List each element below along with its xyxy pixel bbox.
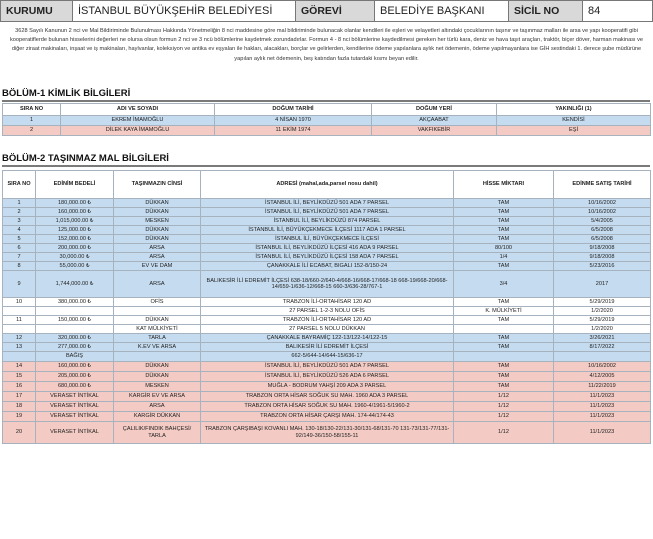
- cell-sira: 15: [3, 372, 36, 382]
- cell-adres: 27 PARSEL 1-2-3 NOLU OFİS: [201, 307, 454, 316]
- cell-cins: MESKEN: [114, 382, 201, 392]
- col-tasinmaz-cinsi: TAŞINMAZIN CİNSİ: [114, 171, 201, 199]
- cell-adres: İSTANBUL İLİ, BEYLİKDÜZÜ 874 PARSEL: [201, 217, 454, 226]
- kurumu-value: İSTANBUL BÜYÜKŞEHİR BELEDİYESİ: [72, 0, 295, 22]
- cell-hisse: TAM: [454, 262, 554, 271]
- cell-bedel: 55,000.00 ₺: [36, 262, 114, 271]
- section2-title: BÖLÜM-2 TAŞINMAZ MAL BİLGİLERİ: [2, 153, 169, 164]
- cell-hisse: TAM: [454, 372, 554, 382]
- cell-bedel: VERASET İNTİKAL: [36, 402, 114, 412]
- real-estate-row: [3, 271, 651, 298]
- cell-bedel: 125,000.00 ₺: [36, 226, 114, 235]
- cell-sira: 3: [3, 217, 36, 226]
- cell-tarih: 10/16/2002: [554, 208, 651, 217]
- cell-cins: [114, 307, 201, 316]
- real-estate-row: [3, 217, 651, 226]
- cell-bedel: 30,000.00 ₺: [36, 253, 114, 262]
- cell-sira: 9: [3, 271, 36, 298]
- cell-adres: ÇANAKKALE BAYRAMİÇ 122-13/122-14/122-15: [201, 334, 454, 343]
- cell-tarih: 6/5/2008: [554, 235, 651, 244]
- cell-cins: DÜKKAN: [114, 235, 201, 244]
- cell-tarih: 10/16/2002: [554, 362, 651, 372]
- cell-adres: 27 PARSEL 5 NOLU DÜKKAN: [201, 325, 454, 334]
- col-edinme-satis-tarihi: EDİNME SATIŞ TARİHİ: [554, 171, 651, 199]
- cell-hisse: [454, 352, 554, 362]
- cell-hisse: TAM: [454, 208, 554, 217]
- cell-hisse: TAM: [454, 316, 554, 325]
- cell-ad: DİLEK KAYA İMAMOĞLU: [61, 126, 215, 136]
- header-bar: [0, 0, 653, 22]
- cell-sira: [3, 325, 36, 334]
- cell-cins: DÜKKAN: [114, 316, 201, 325]
- identity-header-row: [3, 104, 651, 116]
- cell-hisse: 80/100: [454, 244, 554, 253]
- cell-adres: BALIKESİR İLİ EDREMİT İLÇESİ: [201, 343, 454, 352]
- cell-tarih: [554, 352, 651, 362]
- cell-bedel: 277,000.00 ₺: [36, 343, 114, 352]
- cell-cins: DÜKKAN: [114, 226, 201, 235]
- cell-tarih: 11/1/2023: [554, 422, 651, 444]
- cell-adres: TRABZON İLİ-ORTAHİSAR 120 AD: [201, 316, 454, 325]
- cell-cins: ARSA: [114, 402, 201, 412]
- cell-cins: DÜKKAN: [114, 362, 201, 372]
- cell-bedel: 1,015,000.00 ₺: [36, 217, 114, 226]
- real-estate-row: [3, 298, 651, 307]
- cell-sira: 11: [3, 316, 36, 325]
- cell-bedel: 320,000.00 ₺: [36, 334, 114, 343]
- cell-sira: 6: [3, 244, 36, 253]
- col-edinim-bedeli: EDİNİM BEDELİ: [36, 171, 114, 199]
- cell-adres: TRABZON ORTA HİSAR SOĞUK SU MAH. 1960-4/1961-5/1960-2: [201, 402, 454, 412]
- cell-hisse: TAM: [454, 235, 554, 244]
- real-estate-row: [3, 253, 651, 262]
- cell-bedel: VERASET İNTİKAL: [36, 392, 114, 402]
- cell-yakinlik: EŞİ: [497, 126, 651, 136]
- cell-adres: İSTANBUL İLİ, BÜYÜKÇEKMECE İLÇESİ 1117 ADA 1 PARSEL: [201, 226, 454, 235]
- real-estate-row: [3, 316, 651, 325]
- cell-bedel: [36, 307, 114, 316]
- cell-adres: 662-5/644-14/644-15/636-17: [201, 352, 454, 362]
- sicil-value: 84: [582, 0, 653, 22]
- section1-divider: [2, 100, 650, 102]
- cell-hisse: 3/4: [454, 271, 554, 298]
- real-estate-row: [3, 402, 651, 412]
- col-sira-no: SIRA NO: [3, 104, 61, 116]
- cell-sira: 8: [3, 262, 36, 271]
- cell-sira: 12: [3, 334, 36, 343]
- cell-cins: MESKEN: [114, 217, 201, 226]
- cell-bedel: 380,000.00 ₺: [36, 298, 114, 307]
- real-estate-row: [3, 325, 651, 334]
- cell-sira: [3, 352, 36, 362]
- cell-hisse: TAM: [454, 298, 554, 307]
- cell-cins: DÜKKAN: [114, 208, 201, 217]
- cell-adres: İSTANBUL İLİ, BEYLİKDÜZÜ 501 ADA 7 PARSEL: [201, 362, 454, 372]
- cell-tarih: 11/1/2023: [554, 412, 651, 422]
- cell-dogum-tarihi: 4 NİSAN 1970: [215, 116, 372, 126]
- cell-bedel: 680,000.00 ₺: [36, 382, 114, 392]
- cell-hisse: TAM: [454, 362, 554, 372]
- intro-paragraph: 3628 Sayılı Kanunun 2 nci ve Mal Bildiriminde Bulunulması Hakkında Yönetmeliğin 8 nci maddesine göre mal bildiriminde bulunacak olanlar kendileri ile eşleri ve velayetleri altındaki çocuklarının taşınır ve taşınmaz malları ile arsa ve yapı kooperatifi gibi kooperatiflerde bulunan hisselerini değerleri ne olursa olsun formun 2 nci ve 3 ncü bölümlerine kaydetmek zorundadırlar. Formun 4 - 8 nci bölümlerine kaydedilmesi gereken her türlü kara, deniz ve hava taşıt araçları, traktör, biçer döver, harman makinası ve diğer ziraat makinaları, inşaat ve iş makinaları, haylvanlar, koleksiyon ve antika ev eşyaları ile hakları, alacakları, borçlar ve gelirlerden, kendilerine ödeme yapılanlara aylık net ödemenin, ödeme yapılmayanlara ise GİH sestindaki 1. derece şube müdürüne yapılan aylık net ödemenin, beş katından fazla tutardaki kısmı beyan edilir.: [9, 28, 644, 62]
- cell-bedel: BAĞIŞ: [36, 352, 114, 362]
- identity-row: [3, 126, 651, 136]
- cell-dogum-tarihi: 11 EKİM 1974: [215, 126, 372, 136]
- identity-row: [3, 116, 651, 126]
- cell-sira: 2: [3, 208, 36, 217]
- cell-tarih: 1/2/2020: [554, 307, 651, 316]
- real-estate-row: [3, 422, 651, 444]
- cell-bedel: 160,000.00 ₺: [36, 362, 114, 372]
- real-estate-row: [3, 208, 651, 217]
- real-estate-header-row: [3, 171, 651, 199]
- cell-cins: DÜKKAN: [114, 372, 201, 382]
- real-estate-row: [3, 226, 651, 235]
- cell-sira: 1: [3, 199, 36, 208]
- cell-sira: 13: [3, 343, 36, 352]
- cell-cins: K.EV VE ARSA: [114, 343, 201, 352]
- cell-bedel: VERASET İNTİKAL: [36, 422, 114, 444]
- cell-tarih: 11/1/2023: [554, 402, 651, 412]
- cell-tarih: 11/1/2023: [554, 392, 651, 402]
- cell-tarih: 5/23/2016: [554, 262, 651, 271]
- cell-tarih: 1/2/2020: [554, 325, 651, 334]
- cell-dogum-yeri: AKÇAABAT: [372, 116, 497, 126]
- cell-ad: EKREM İMAMOĞLU: [61, 116, 215, 126]
- real-estate-row: [3, 392, 651, 402]
- cell-adres: İSTANBUL İLİ, BEYLİKDÜZÜ 501 ADA 7 PARSEL: [201, 199, 454, 208]
- cell-adres: MUĞLA - BODRUM YAHŞİ 209 ADA 3 PARSEL: [201, 382, 454, 392]
- cell-dogum-yeri: VAKFIKEBİR: [372, 126, 497, 136]
- cell-bedel: 200,000.00 ₺: [36, 244, 114, 253]
- real-estate-row: [3, 372, 651, 382]
- cell-hisse: TAM: [454, 199, 554, 208]
- cell-bedel: 152,000.00 ₺: [36, 235, 114, 244]
- col-yakinligi: YAKINLIĞI (1): [497, 104, 651, 116]
- cell-adres: İSTANBUL İLİ, BÜYÜKÇEKMECE İLÇESİ: [201, 235, 454, 244]
- cell-adres: BALIKESİR İLİ EDREMİT İLÇESİ 638-18/660-2/640-4/668-16/668-17/668-18 668-19/668-20/668-14/659-1/636-12/668-15 660-3/636-28/767-1: [201, 271, 454, 298]
- cell-sira: 10: [3, 298, 36, 307]
- section2-divider: [2, 165, 650, 167]
- cell-sira: 2: [3, 126, 61, 136]
- cell-sira: 20: [3, 422, 36, 444]
- cell-sira: 5: [3, 235, 36, 244]
- cell-hisse: 1/12: [454, 412, 554, 422]
- cell-adres: İSTANBUL İLİ, BEYLİKDÜZÜ İLÇESİ 158 ADA 7 PARSEL: [201, 253, 454, 262]
- cell-hisse: TAM: [454, 217, 554, 226]
- real-estate-row: [3, 235, 651, 244]
- real-estate-row: [3, 352, 651, 362]
- cell-adres: TRABZON ORTA HİSAR SOĞUK SU MAH. 1960 ADA 3 PARSEL: [201, 392, 454, 402]
- cell-tarih: 5/29/2019: [554, 316, 651, 325]
- real-estate-row: [3, 412, 651, 422]
- cell-bedel: 180,000.00 ₺: [36, 199, 114, 208]
- cell-tarih: 10/16/2002: [554, 199, 651, 208]
- cell-cins: KARGİR EV VE ARSA: [114, 392, 201, 402]
- cell-bedel: VERASET İNTİKAL: [36, 412, 114, 422]
- gorevi-value: BELEDİYE BAŞKANI: [374, 0, 508, 22]
- cell-tarih: 8/17/2022: [554, 343, 651, 352]
- cell-bedel: 205,000.00 ₺: [36, 372, 114, 382]
- cell-adres: TRABZON ÇARŞIBAŞI KOVANLI MAH. 130-18/130-22/131-30/131-68/131-70 131-73/131-77/131-92/149-36/150-58/155-11: [201, 422, 454, 444]
- cell-sira: 14: [3, 362, 36, 372]
- cell-sira: 16: [3, 382, 36, 392]
- cell-tarih: 5/29/2019: [554, 298, 651, 307]
- cell-cins: TARLA: [114, 334, 201, 343]
- gorevi-label: GÖREVİ: [295, 0, 374, 22]
- col-dogum-tarihi: DOĞUM TARİHİ: [215, 104, 372, 116]
- cell-cins: OFİS: [114, 298, 201, 307]
- cell-cins: KARGİR DÜKKAN: [114, 412, 201, 422]
- cell-adres: İSTANBUL İLİ, BEYLİKDÜZÜ İLÇESİ 416 ADA 9 PARSEL: [201, 244, 454, 253]
- col-dogum-yeri: DOĞUM YERİ: [372, 104, 497, 116]
- cell-hisse: K. MÜLKİYETİ: [454, 307, 554, 316]
- cell-bedel: [36, 325, 114, 334]
- cell-hisse: TAM: [454, 343, 554, 352]
- cell-sira: 18: [3, 402, 36, 412]
- real-estate-row: [3, 244, 651, 253]
- real-estate-row: [3, 307, 651, 316]
- cell-adres: İSTANBUL İLİ, BEYLİKDÜZÜ 526 ADA 6 PARSEL: [201, 372, 454, 382]
- cell-bedel: 160,000.00 ₺: [36, 208, 114, 217]
- real-estate-row: [3, 199, 651, 208]
- cell-sira: 19: [3, 412, 36, 422]
- cell-tarih: 2017: [554, 271, 651, 298]
- cell-cins: EV VE DAM: [114, 262, 201, 271]
- cell-sira: 17: [3, 392, 36, 402]
- cell-cins: [114, 352, 201, 362]
- cell-hisse: 1/4: [454, 253, 554, 262]
- real-estate-row: [3, 343, 651, 352]
- cell-hisse: 1/12: [454, 422, 554, 444]
- cell-sira: 1: [3, 116, 61, 126]
- col-adi-soyadi: ADI VE SOYADI: [61, 104, 215, 116]
- cell-adres: TRABZON ORTA HİSAR ÇARŞI MAH. 174-44/174-43: [201, 412, 454, 422]
- real-estate-row: [3, 362, 651, 372]
- cell-tarih: 9/18/2008: [554, 253, 651, 262]
- cell-adres: ÇANAKKALE İLİ ECABAT, BIGALI 152-8/150-24: [201, 262, 454, 271]
- cell-sira: 4: [3, 226, 36, 235]
- cell-cins: ARSA: [114, 271, 201, 298]
- col-adresi: ADRESİ (mahal,ada,parsel nosu dahil): [201, 171, 454, 199]
- cell-hisse: [454, 325, 554, 334]
- cell-tarih: 9/18/2008: [554, 244, 651, 253]
- cell-cins: DÜKKAN: [114, 199, 201, 208]
- cell-sira: [3, 307, 36, 316]
- cell-hisse: 1/12: [454, 402, 554, 412]
- cell-hisse: TAM: [454, 226, 554, 235]
- cell-bedel: 1,744,000.00 ₺: [36, 271, 114, 298]
- cell-tarih: 6/5/2008: [554, 226, 651, 235]
- identity-table: [2, 103, 651, 136]
- cell-adres: TRABZON İLİ-ORTAHİSAR 120 AD: [201, 298, 454, 307]
- real-estate-row: [3, 262, 651, 271]
- cell-hisse: TAM: [454, 382, 554, 392]
- real-estate-row: [3, 334, 651, 343]
- cell-tarih: 5/4/2005: [554, 217, 651, 226]
- cell-cins: KAT MÜLKİYETİ: [114, 325, 201, 334]
- cell-tarih: 4/12/2005: [554, 372, 651, 382]
- section1-title: BÖLÜM-1 KİMLİK BİLGİLERİ: [2, 88, 131, 99]
- cell-cins: ARSA: [114, 253, 201, 262]
- kurumu-label: KURUMU: [0, 0, 72, 22]
- real-estate-table: [2, 170, 651, 444]
- col-sira-no: SIRA NO: [3, 171, 36, 199]
- cell-tarih: 11/22/2019: [554, 382, 651, 392]
- cell-sira: 7: [3, 253, 36, 262]
- cell-tarih: 3/26/2021: [554, 334, 651, 343]
- cell-hisse: 1/12: [454, 392, 554, 402]
- real-estate-row: [3, 382, 651, 392]
- cell-bedel: 150,000.00 ₺: [36, 316, 114, 325]
- cell-adres: İSTANBUL İLİ, BEYLİKDÜZÜ 501 ADA 7 PARSEL: [201, 208, 454, 217]
- cell-hisse: TAM: [454, 334, 554, 343]
- sicil-label: SİCİL NO: [508, 0, 582, 22]
- cell-cins: ÇALILIK/FINDIK BAHÇESİ/ TARLA: [114, 422, 201, 444]
- cell-yakinlik: KENDİSİ: [497, 116, 651, 126]
- cell-cins: ARSA: [114, 244, 201, 253]
- col-hisse-miktari: HİSSE MİKTARI: [454, 171, 554, 199]
